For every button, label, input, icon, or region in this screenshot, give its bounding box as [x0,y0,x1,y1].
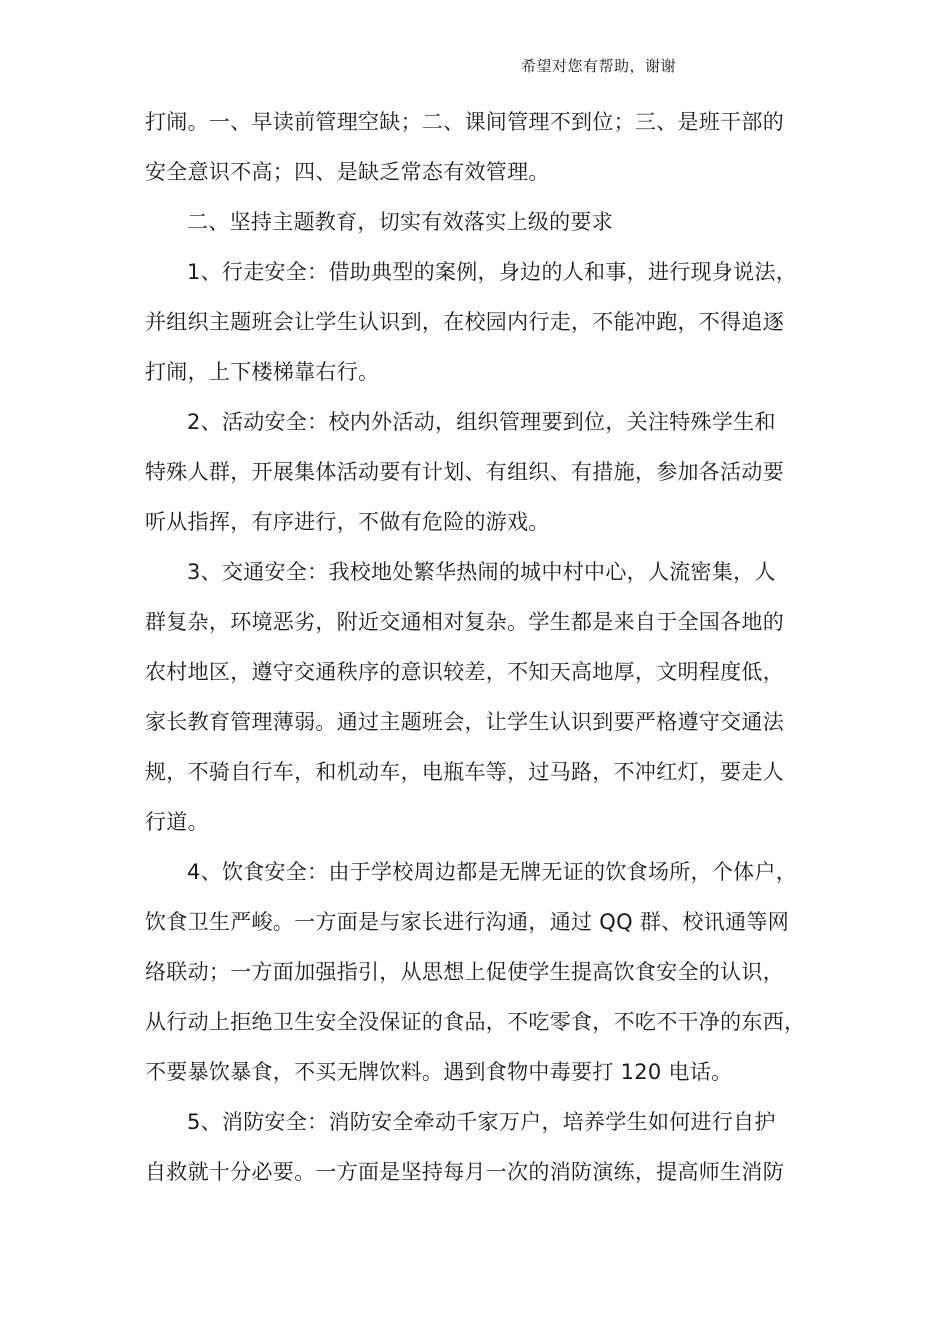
text-line: 打闹。一、早读前管理空缺；二、课间管理不到位；三、是班干部的 [145,110,784,134]
text-line: 特殊人群，开展集体活动要有计划、有组织、有措施，参加各活动要 [145,460,784,484]
body-text [145,97,820,1197]
text-line: 自救就十分必要。一方面是坚持每月一次的消防演练，提高师生消防 [145,1160,784,1184]
text-line: 并组织主题班会让学生认识到，在校园内行走，不能冲跑，不得追逐 [145,310,784,334]
text-line: 打闹，上下楼梯靠右行。 [145,360,380,384]
text-line: 不要暴饮暴食，不买无牌饮料。遇到食物中毒要打 120 电话。 [145,1060,733,1084]
text-line: 群复杂，环境恶劣，附近交通相对复杂。学生都是来自于全国各地的 [145,610,784,634]
text-line: 行道。 [145,810,209,834]
text-line: 络联动；一方面加强指引，从思想上促使学生提高饮食安全的认识， [145,960,784,984]
text-line: 从行动上拒绝卫生安全没保证的食品，不吃零食，不吃不干净的东西， [145,1010,806,1034]
text-line: 听从指挥，有序进行，不做有危险的游戏。 [145,510,550,534]
text-line: 3、交通安全：我校地处繁华热闹的城中村中心，人流密集，人 [187,560,776,584]
text-line: 2、活动安全：校内外活动，组织管理要到位，关注特殊学生和 [187,410,776,434]
text-line: 饮食卫生严峻。一方面是与家长进行沟通，通过 QQ 群、校讯通等网 [145,910,790,934]
text-line: 安全意识不高；四、是缺乏常态有效管理。 [145,160,550,184]
text-line: 家长教育管理薄弱。通过主题班会，让学生认识到要严格遵守交通法 [145,710,784,734]
text-line: 二、坚持主题教育，切实有效落实上级的要求 [187,210,613,234]
text-line: 5、消防安全：消防安全牵动千家万户，培养学生如何进行自护 [187,1110,776,1134]
text-line: 4、饮食安全：由于学校周边都是无牌无证的饮食场所，个体户， [187,860,798,884]
text-line: 规，不骑自行车，和机动车，电瓶车等，过马路，不冲红灯，要走人 [145,760,784,784]
text-line: 1、行走安全：借助典型的案例，身边的人和事，进行现身说法， [187,260,798,284]
header-note: 希望对您有帮助，谢谢 [521,57,677,75]
text-line: 农村地区，遵守交通秩序的意识较差，不知天高地厚，文明程度低， [145,660,784,684]
